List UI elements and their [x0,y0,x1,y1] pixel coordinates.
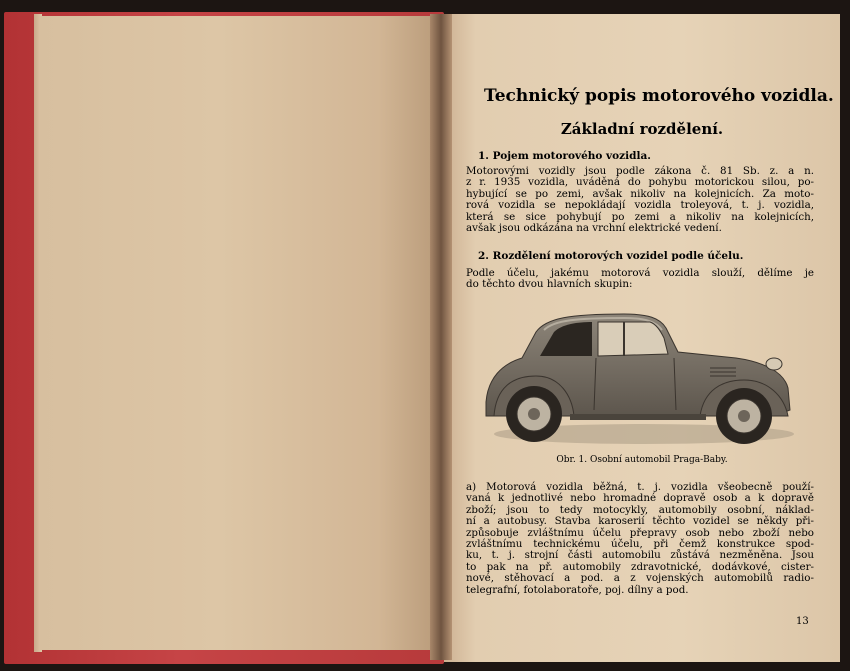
text-line: a) Motorová vozidla běžná, t. j. vozidla všeobecně použí- [466,481,814,493]
text-line: způsobuje zvláštnímu účelu přepravy osob nebo zboží nebo [466,526,814,539]
text-line: Podle účelu, jakému motorová vozidla slouží, dělíme je [466,267,814,279]
book-gutter [430,14,452,660]
text-line: z r. 1935 vozidla, uváděná do pohybu motorickou silou, po- [466,176,814,189]
section-1-text [466,166,814,234]
text-line: vaná k jednotlivé nebo hromadné dopravě osob a k dopravě [466,492,814,505]
section-a-text [466,482,814,596]
text-line: telegrafní, fotolaboratoře, poj. dílny a pod. [466,583,689,596]
left-page-blank [40,16,438,650]
section-1-heading: 1. Pojem motorového vozidla. [478,150,651,162]
page-number: 13 [796,616,809,627]
text-line: Motorovými vozidly jsou podle zákona č. 81 Sb. z. a n. [466,165,814,177]
text-line: ku, t. j. strojní části automobilu zůstává nezměněna. Jsou [466,549,814,562]
text-line: nové, stěhovací a pod. a z vojenských automobilů radio- [466,572,814,585]
text-line: rová vozidla se nepokládají vozidla troleyová, t. j. vozidla, [466,199,814,212]
text-line: do těchto dvou hlavních skupin: [466,278,633,291]
figure-caption: Obr. 1. Osobní automobil Praga-Baby. [556,455,728,465]
car-illustration [474,306,804,452]
section-2-text [466,268,814,291]
text-line: zvláštnímu technickému účelu, při čemž konstrukce spod- [466,538,814,551]
text-line: ní a autobusy. Stavba karoserií těchto vozidel se někdy při- [466,515,814,528]
text-line: to pak na př. automobily zdravotnické, dodávkové, cister- [466,560,814,573]
page-title: Technický popis motorového vozidla. [484,86,834,106]
page-subtitle: Základní rozdělení. [560,120,724,138]
text-line: zboží; jsou to tedy motocykly, automobily osobní, náklad- [466,503,814,516]
section-2-heading: 2. Rozdělení motorových vozidel podle účelu. [478,250,744,262]
text-line: která se sice pohybují po zemi a nikoliv na kolejnicích, [466,210,814,223]
text-line: hybující se po zemi, avšak nikoliv na kolejnicích. Za moto- [466,187,814,200]
text-line: avšak jsou odkázána na vrchní elektrické vedení. [466,222,722,235]
